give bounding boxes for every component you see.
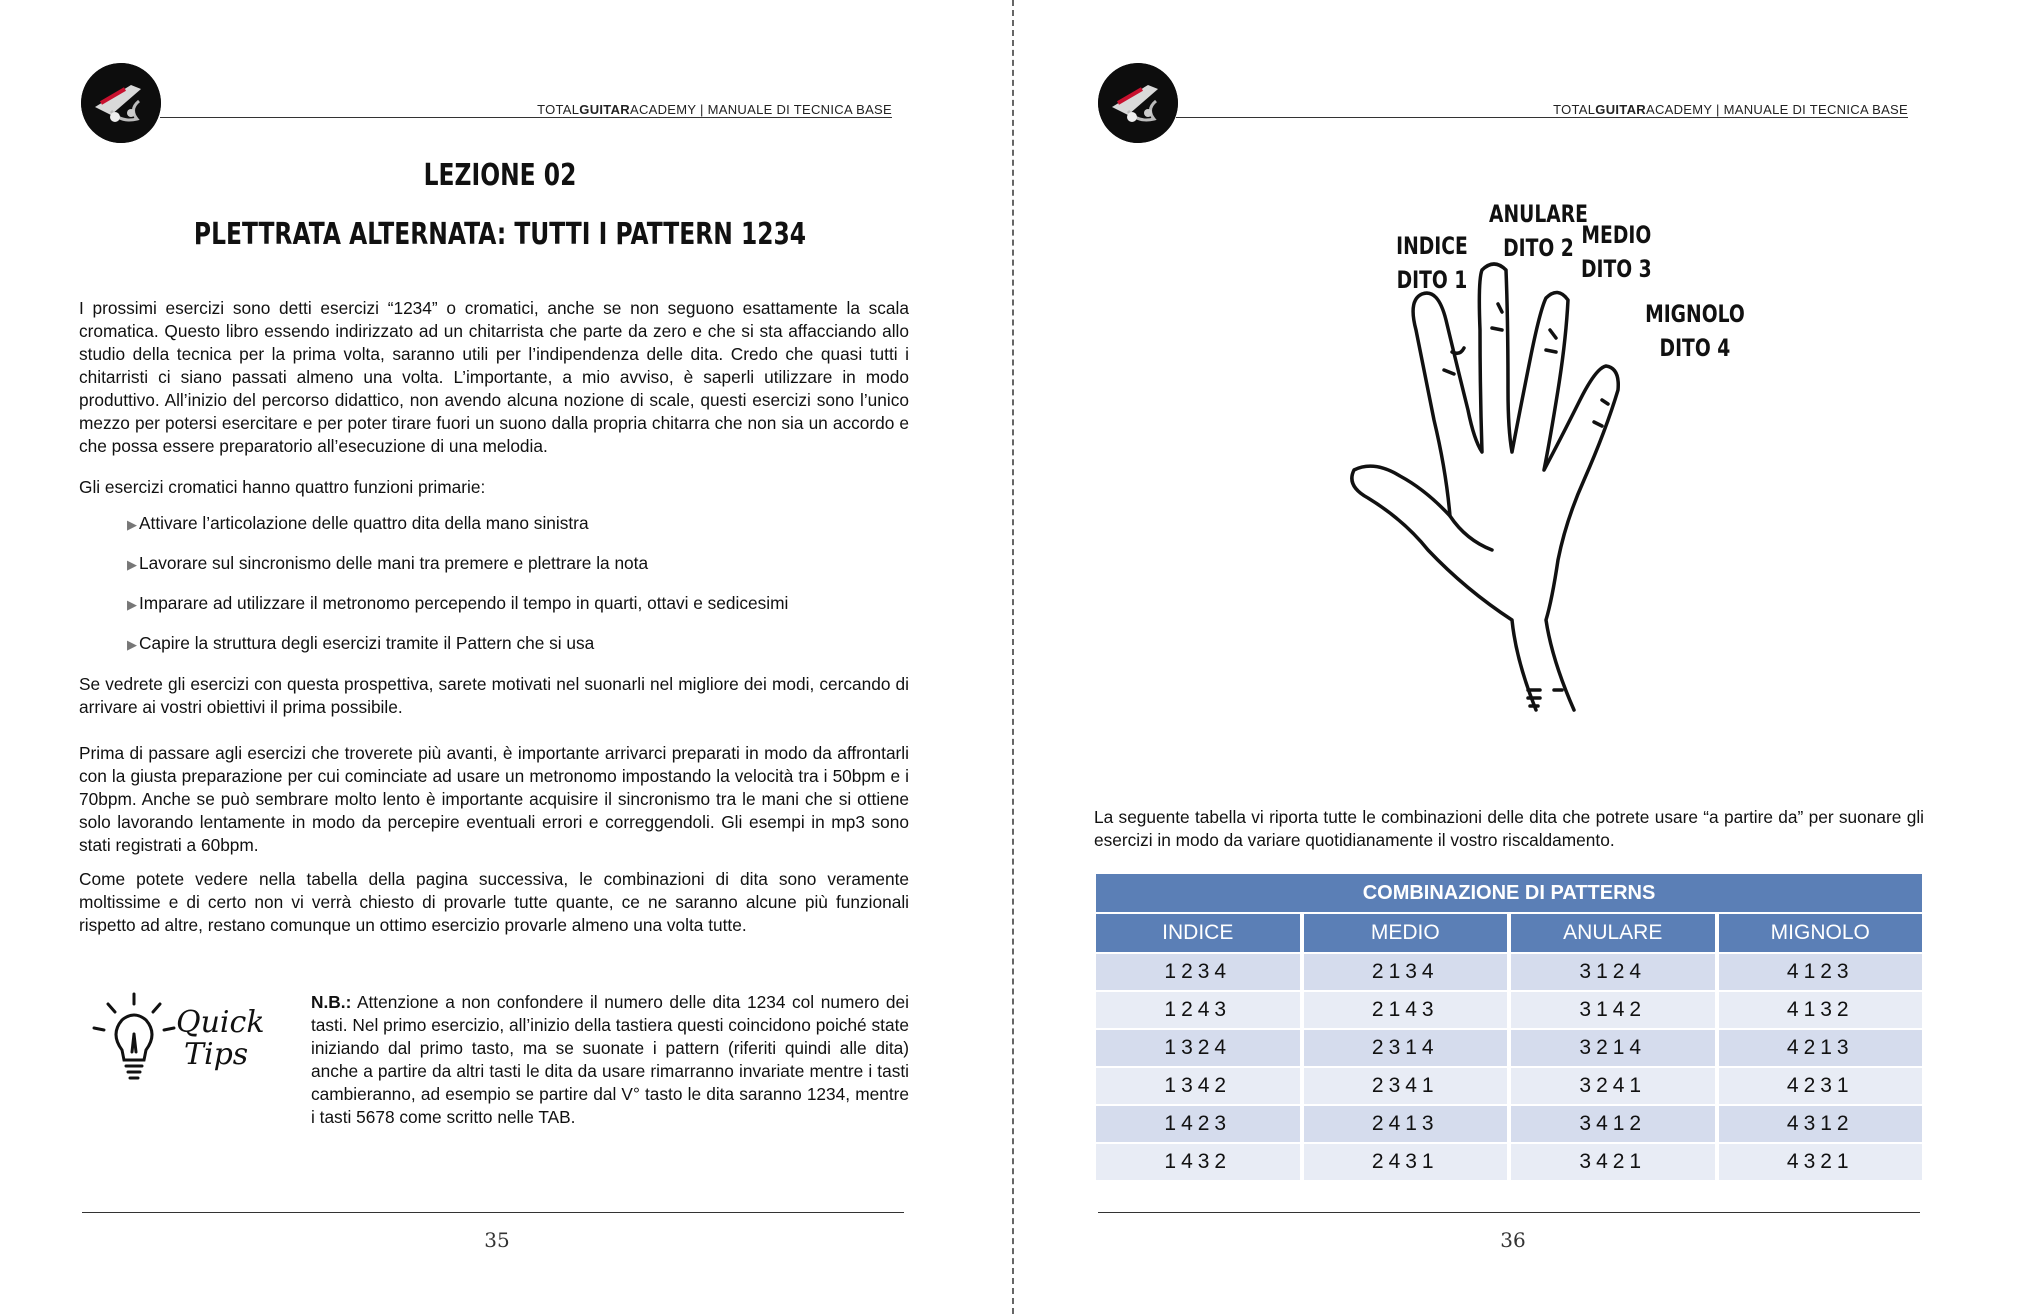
table-cell: 4123 — [1719, 954, 1923, 990]
running-header: TOTALGUITARACADEMY | MANUALE DI TECNICA BASE — [537, 102, 892, 117]
paragraph-combinations: Come potete vedere nella tabella della pagina successiva, le combinazioni di dita sono veramente moltissime e di certo non vi verrà chiesto di provarle tutte quante, ce ne saranno alcune più funzionali rispetto ad altre, restano comunque un ottimo esercizio provarle almeno una volta tutte. — [79, 869, 909, 935]
table-row — [1094, 1144, 1924, 1180]
table-cell: 1432 — [1096, 1144, 1300, 1180]
triangle-bullet-icon: ▶ — [127, 557, 137, 572]
hand-illustration — [1316, 190, 1756, 750]
academy-logo — [81, 63, 161, 143]
column-header: MIGNOLO — [1719, 914, 1923, 952]
paragraph-intro: I prossimi esercizi sono detti esercizi “1234” o cromatici, anche se non seguono esattamente la scala cromatica. Questo libro essendo indirizzato ad un chitarrista che parte da zero e che si sta affacciando allo studio della tecnica per la prima volta, saranno utili per l’indipendenza delle dita. Credo che quasi tutti i chitarristi ci siano passati almeno una volta. L’importante, a mio avviso, è saperli utilizzare in modo produttivo. All’inizio del percorso didattico, non avendo alcuna nozione di scale, questi esercizi sono l’unico mezzo per potersi esercitare e per poter tirare fuori un suono dalla propria chitarra che non sia un accordo e che possa essere preparatorio all’esecuzione di una melodia. — [79, 298, 909, 456]
tips-line1: Quick — [176, 1005, 265, 1040]
table-cell: 2431 — [1304, 1144, 1508, 1180]
table-header-row — [1094, 914, 1924, 952]
table-cell: 3142 — [1511, 992, 1715, 1028]
table-cell: 1243 — [1096, 992, 1300, 1028]
table-cell: 3421 — [1511, 1144, 1715, 1180]
finger-label-medio: MEDIO DITO 3 — [1580, 221, 1652, 283]
table-row — [1094, 1030, 1924, 1066]
table-cell: 2413 — [1304, 1106, 1508, 1142]
page-left — [0, 0, 1012, 1314]
note-block — [311, 991, 909, 1129]
table-cell: 4213 — [1719, 1030, 1923, 1066]
column-header: INDICE — [1096, 914, 1300, 952]
note-text: Attenzione a non confondere il numero delle dita 1234 col numero dei tasti. Nel primo esercizio, all’inizio della tastiera questi coincidono poiché state iniziando dal primo tasto, ma se suonate i pattern (riferiti quindi alle dita) anche a partire da altri tasti le dita da usare rimarranno invariate mentre i tasti cambieranno, ad esempio se partire dal V° tasto le dita saranno 1234, mentre i tasti 5678 come scritto nelle TAB. — [311, 992, 909, 1127]
finger-label-indice: INDICE DITO 1 — [1396, 232, 1468, 294]
patterns-table — [1094, 874, 1924, 1180]
lesson-title: LEZIONE 02 — [423, 158, 577, 193]
page-number: 36 — [1500, 1228, 1526, 1252]
footer-rule — [1098, 1212, 1920, 1213]
column-header: ANULARE — [1511, 914, 1715, 952]
table-intro: La seguente tabella vi riporta tutte le combinazioni delle dita che potrete usare “a partire da” per suonare gli esercizi in modo da variare quotidianamente il vostro riscaldamento. — [1094, 807, 1924, 850]
table-cell: 4231 — [1719, 1068, 1923, 1104]
table-cell: 1342 — [1096, 1068, 1300, 1104]
table-cell: 1234 — [1096, 954, 1300, 990]
paragraph-functions: Gli esercizi cromatici hanno quattro funzioni primarie: — [79, 477, 486, 497]
header-rule — [160, 117, 892, 118]
table-cell: 2341 — [1304, 1068, 1508, 1104]
table-cell: 3241 — [1511, 1068, 1715, 1104]
list-item: ▶ Capire la struttura degli esercizi tramite il Pattern che si usa — [127, 633, 595, 653]
page-divider — [1012, 0, 1014, 1314]
table-cell: 2134 — [1304, 954, 1508, 990]
table-cell: 4312 — [1719, 1106, 1923, 1142]
triangle-bullet-icon: ▶ — [127, 517, 137, 532]
header-rule — [1176, 117, 1908, 118]
finger-label-mignolo: MIGNOLO DITO 4 — [1645, 300, 1745, 362]
table-row — [1094, 1106, 1924, 1142]
table-title: COMBINAZIONE DI PATTERNS — [1096, 874, 1922, 912]
page-right — [1016, 0, 2028, 1314]
tips-line2: Tips — [184, 1037, 249, 1072]
list-item: ▶ Imparare ad utilizzare il metronomo percependo il tempo in quarti, ottavi e sedicesimi — [127, 593, 789, 613]
footer-rule — [82, 1212, 904, 1213]
table-cell: 4132 — [1719, 992, 1923, 1028]
table-cell: 2143 — [1304, 992, 1508, 1028]
lesson-subtitle: PLETTRATA ALTERNATA: TUTTI I PATTERN 1234 — [193, 217, 807, 252]
table-cell: 2314 — [1304, 1030, 1508, 1066]
list-item: ▶ Lavorare sul sincronismo delle mani tra premere e plettrare la nota — [127, 553, 649, 573]
triangle-bullet-icon: ▶ — [127, 597, 137, 612]
column-header: MEDIO — [1304, 914, 1508, 952]
running-header: TOTALGUITARACADEMY | MANUALE DI TECNICA BASE — [1553, 102, 1908, 117]
table-cell: 1324 — [1096, 1030, 1300, 1066]
table-cell: 3412 — [1511, 1106, 1715, 1142]
table-cell: 4321 — [1719, 1144, 1923, 1180]
note-label: N.B.: — [311, 992, 352, 1012]
table-row — [1094, 954, 1924, 990]
list-item: ▶ Attivare l’articolazione delle quattro dita della mano sinistra — [127, 513, 589, 533]
table-cell: 1423 — [1096, 1106, 1300, 1142]
table-row — [1094, 992, 1924, 1028]
paragraph-metronome: Prima di passare agli esercizi che troverete più avanti, è importante arrivarci preparati in modo da affrontarli con la giusta preparazione per cui cominciate ad usare un metronomo impostando la velocità tra i 50bpm e i 70bpm. Anche se può sembrare molto lento è importante acquisire il sincronismo tra le mani che si ottiene solo lavorando lentamente in modo da percepire eventuali errori e correggendoli. Gli esempi in mp3 sono stati registrati a 60bpm. — [79, 743, 909, 855]
triangle-bullet-icon: ▶ — [127, 637, 137, 652]
table-cell: 3124 — [1511, 954, 1715, 990]
table-row — [1094, 1068, 1924, 1104]
paragraph-perspective: Se vedrete gli esercizi con questa prospettiva, sarete motivati nel suonarli nel migliore dei modi, cercando di arrivare ai vostri obiettivi il prima possibile. — [79, 674, 909, 717]
quick-tips-icon — [88, 990, 298, 1090]
finger-label-anulare: ANULARE DITO 2 — [1488, 200, 1588, 262]
table-cell: 3214 — [1511, 1030, 1715, 1066]
page-number: 35 — [484, 1228, 510, 1252]
academy-logo — [1098, 63, 1178, 143]
